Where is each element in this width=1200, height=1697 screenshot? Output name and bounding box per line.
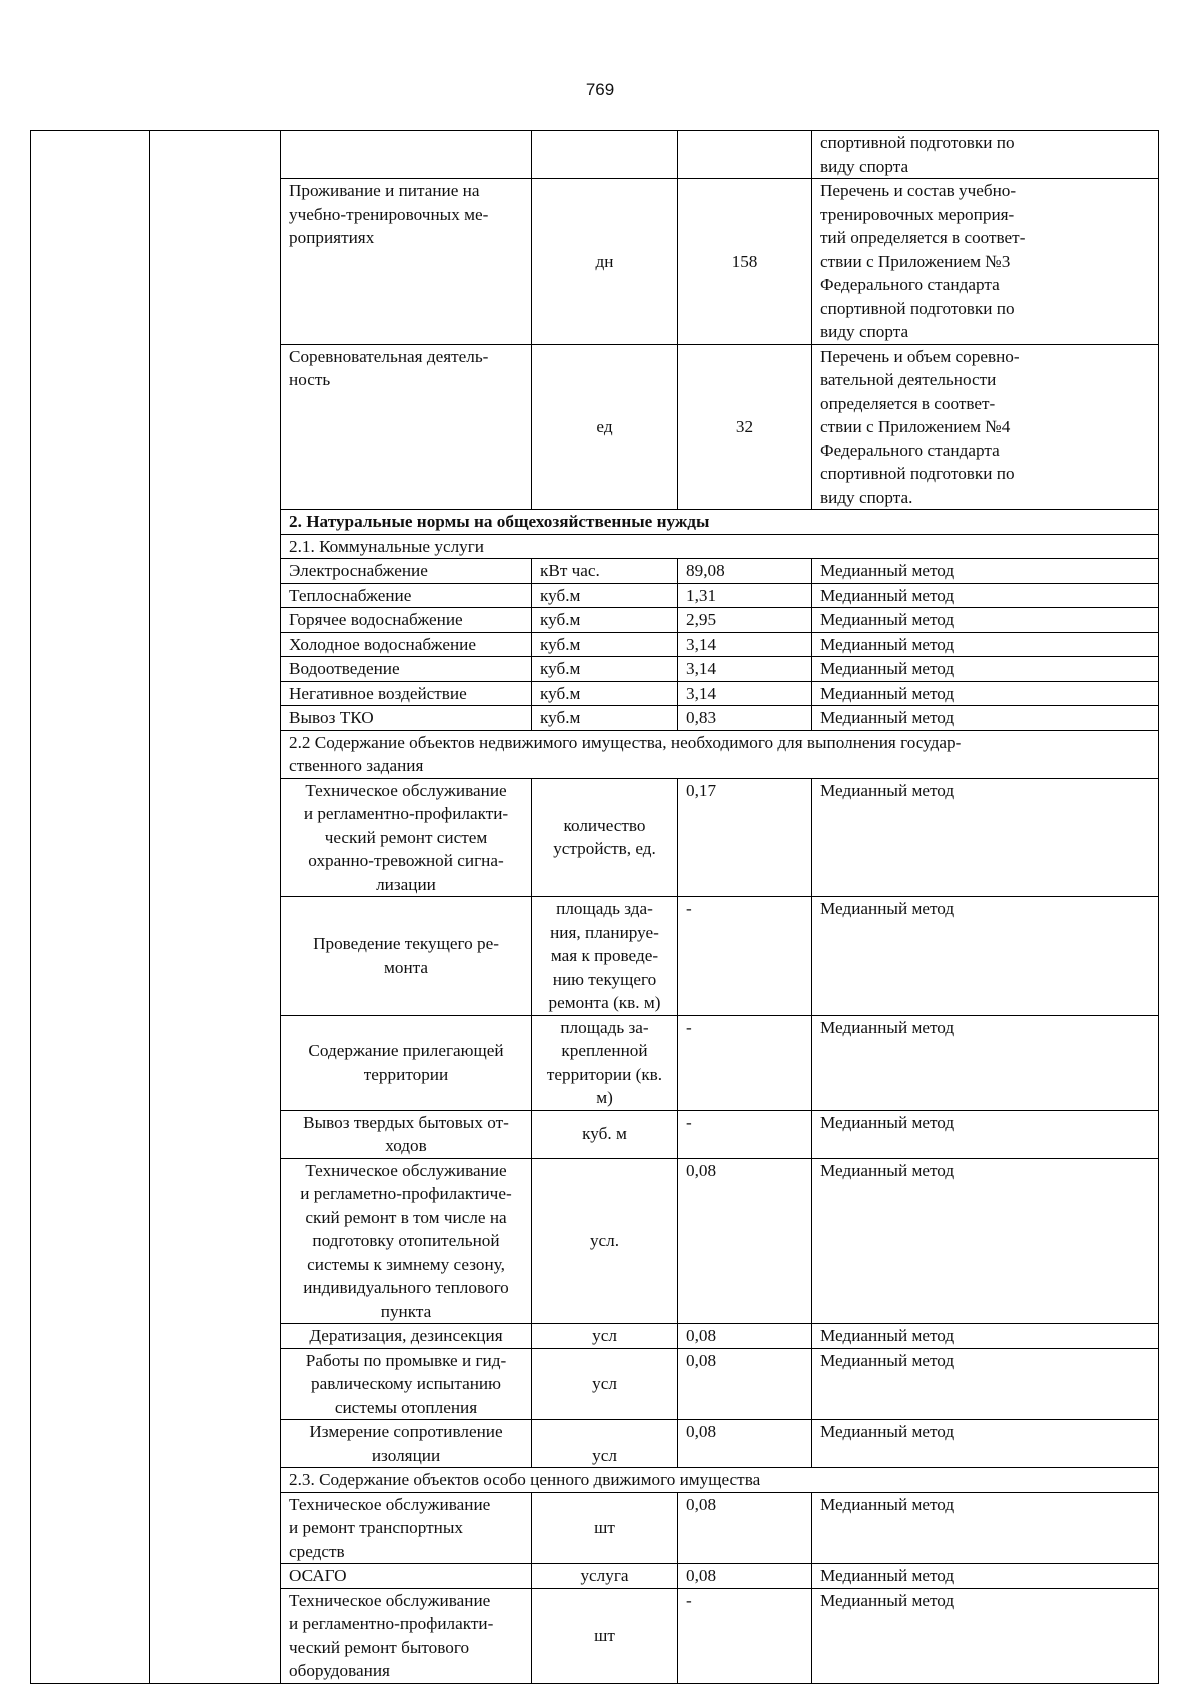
method-cell: Медианный метод [812,1015,1159,1110]
unit-cell: куб.м [532,681,678,706]
unit-cell: дн [532,179,678,345]
method-cell: Медианный метод [812,559,1159,584]
method-cell: Медианный метод [812,657,1159,682]
name-cell: Дератизация, дезинсекция [281,1324,532,1349]
unit-cell: усл [532,1348,678,1420]
name-cell: Вывоз ТКО [281,706,532,731]
method-cell: Медианный метод [812,608,1159,633]
name-cell: Техническое обслуживание и ремонт транспортных средств [281,1492,532,1564]
norms-table [30,130,1159,1684]
name-cell: ОСАГО [281,1564,532,1589]
method-cell: Медианный метод [812,1564,1159,1589]
value-cell: - [678,1588,812,1683]
method-cell: Медианный метод [812,1324,1159,1349]
method-cell: Медианный метод [812,778,1159,897]
name-cell: Теплоснабжение [281,583,532,608]
value-cell: 0,08 [678,1564,812,1589]
value-cell: 3,14 [678,681,812,706]
value-cell: 0,83 [678,706,812,731]
value-cell: 0,17 [678,778,812,897]
value-cell: 1,31 [678,583,812,608]
method-cell: Медианный метод [812,1492,1159,1564]
section-2-3-title: 2.3. Содержание объектов особо ценного движимого имущества [281,1468,1159,1493]
section-2-1-title: 2.1. Коммунальные услуги [281,534,1159,559]
name-cell: Работы по промывке и гид- равлическому испытанию системы отопления [281,1348,532,1420]
page-number: 769 [585,80,615,99]
value-cell: 0,08 [678,1348,812,1420]
unit-cell: куб.м [532,657,678,682]
value-cell: 89,08 [678,559,812,584]
value-cell: - [678,1110,812,1158]
method-cell: Медианный метод [812,583,1159,608]
unit-cell: шт [532,1588,678,1683]
unit-cell [532,131,678,179]
unit-cell: площадь за- крепленной территории (кв. м) [532,1015,678,1110]
value-cell: 0,08 [678,1420,812,1468]
unit-cell: услуга [532,1564,678,1589]
value-cell: 3,14 [678,657,812,682]
name-cell: Горячее водоснабжение [281,608,532,633]
unit-cell: куб.м [532,632,678,657]
value-cell: 32 [678,344,812,510]
unit-cell: усл [532,1420,678,1468]
value-cell: - [678,897,812,1016]
name-cell: Измерение сопротивление изоляции [281,1420,532,1468]
value-cell [678,131,812,179]
value-cell: 158 [678,179,812,345]
name-cell: Техническое обслуживание и регламетно-профилактиче- ский ремонт в том числе на подготовку отопительной системы к зимнему сезону, индивидуального теплового пункта [281,1158,532,1324]
unit-cell: усл [532,1324,678,1349]
name-cell: Проживание и питание на учебно-тренировочных ме- роприятиях [281,179,532,345]
continuation-row [31,131,1159,179]
unit-cell: куб.м [532,608,678,633]
value-cell: 0,08 [678,1158,812,1324]
method-cell: Медианный метод [812,681,1159,706]
comment-cell: спортивной подготовки по виду спорта [812,131,1159,179]
unit-cell: количество устройств, ед. [532,778,678,897]
name-cell: Электроснабжение [281,559,532,584]
name-cell: Водоотведение [281,657,532,682]
unit-cell: усл. [532,1158,678,1324]
method-cell: Медианный метод [812,897,1159,1016]
value-cell: - [678,1015,812,1110]
name-cell: Соревновательная деятель- ность [281,344,532,510]
value-cell: 3,14 [678,632,812,657]
method-cell: Медианный метод [812,1348,1159,1420]
method-cell: Медианный метод [812,1158,1159,1324]
name-cell: Холодное водоснабжение [281,632,532,657]
name-cell: Вывоз твердых бытовых от- ходов [281,1110,532,1158]
comment-cell: Перечень и объем соревно- вательной деятельности определяется в соответ- ствии с Приложением №4 Федерального стандарта спортивной подготовки по виду спорта. [812,344,1159,510]
section-2-title: 2. Натуральные нормы на общехозяйственные нужды [281,510,1159,535]
value-cell: 0,08 [678,1324,812,1349]
name-cell [281,131,532,179]
comment-cell: Перечень и состав учебно- тренировочных мероприя- тий определяется в соответ- ствии с Приложением №3 Федерального стандарта спортивной подготовки по виду спорта [812,179,1159,345]
value-cell: 2,95 [678,608,812,633]
method-cell: Медианный метод [812,1420,1159,1468]
method-cell: Медианный метод [812,706,1159,731]
name-cell: Техническое обслуживание и регламентно-профилакти- ческий ремонт бытового оборудования [281,1588,532,1683]
unit-cell: куб. м [532,1110,678,1158]
unit-cell: ед [532,344,678,510]
section-2-2-title: 2.2 Содержание объектов недвижимого имущества, необходимого для выполнения государ- ственного задания [281,730,1159,778]
unit-cell: куб.м [532,583,678,608]
name-cell: Негативное воздействие [281,681,532,706]
left-column-1 [31,131,150,1684]
method-cell: Медианный метод [812,1110,1159,1158]
method-cell: Медианный метод [812,1588,1159,1683]
name-cell: Проведение текущего ре- монта [281,897,532,1016]
unit-cell: площадь зда- ния, планируе- мая к проведе- нию текущего ремонта (кв. м) [532,897,678,1016]
value-cell: 0,08 [678,1492,812,1564]
left-column-2 [150,131,281,1684]
name-cell: Содержание прилегающей территории [281,1015,532,1110]
name-cell: Техническое обслуживание и регламентно-профилакти- ческий ремонт систем охранно-тревожной сигна- лизации [281,778,532,897]
unit-cell: шт [532,1492,678,1564]
unit-cell: кВт час. [532,559,678,584]
unit-cell: куб.м [532,706,678,731]
method-cell: Медианный метод [812,632,1159,657]
